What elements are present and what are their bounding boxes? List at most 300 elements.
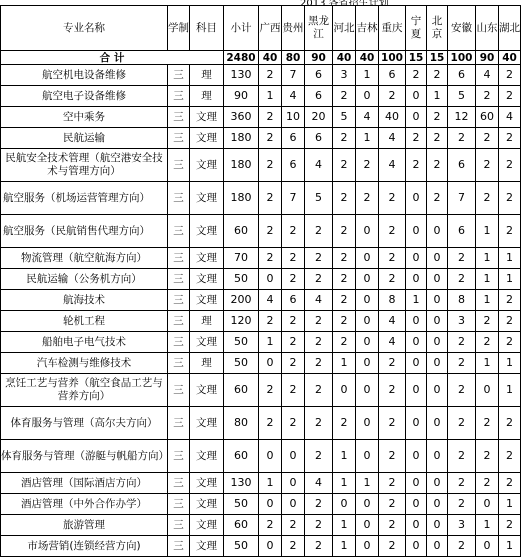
province-value: 6	[379, 65, 406, 86]
province-value: 0	[406, 86, 427, 107]
province-value: 2	[333, 182, 356, 215]
province-value: 2	[333, 311, 356, 332]
province-value: 2	[259, 149, 282, 182]
province-value: 60	[476, 107, 499, 128]
kemu-cell: 文理	[190, 248, 224, 269]
province-value: 0	[406, 494, 427, 515]
table-row	[1, 311, 521, 332]
subtotal-cell: 120	[224, 311, 259, 332]
province-value: 2	[427, 65, 448, 86]
province-value: 0	[427, 248, 448, 269]
province-value: 5	[333, 107, 356, 128]
kemu-cell: 文理	[190, 182, 224, 215]
province-value: 1	[499, 536, 521, 557]
province-value: 2	[448, 440, 476, 473]
subtotal-cell: 180	[224, 182, 259, 215]
xuezhi-cell: 三	[168, 149, 190, 182]
province-value: 0	[356, 494, 379, 515]
province-value: 2	[406, 65, 427, 86]
province-value: 2	[305, 494, 333, 515]
province-value: 2	[406, 128, 427, 149]
province-value: 20	[305, 107, 333, 128]
total-value: 90	[305, 51, 333, 65]
kemu-cell: 文理	[190, 515, 224, 536]
province-value: 2	[333, 269, 356, 290]
subtotal-cell: 50	[224, 332, 259, 353]
province-value: 2	[333, 128, 356, 149]
province-value: 2	[282, 353, 305, 374]
program-name: 物流管理（航空航海方向）	[1, 248, 168, 269]
header-province: 宁夏	[406, 6, 427, 51]
xuezhi-cell: 三	[168, 440, 190, 473]
province-value: 8	[379, 290, 406, 311]
province-value: 2	[499, 440, 521, 473]
province-value: 2	[448, 248, 476, 269]
province-value: 2	[379, 374, 406, 407]
province-value: 0	[356, 332, 379, 353]
xuezhi-cell: 三	[168, 374, 190, 407]
program-name: 轮机工程	[1, 311, 168, 332]
province-value: 2	[282, 515, 305, 536]
province-value: 4	[356, 107, 379, 128]
province-value: 0	[427, 215, 448, 248]
kemu-cell: 理	[190, 353, 224, 374]
province-value: 0	[406, 215, 427, 248]
province-value: 2	[333, 149, 356, 182]
province-value: 5	[305, 182, 333, 215]
province-value: 1	[476, 515, 499, 536]
province-value: 2	[333, 332, 356, 353]
province-value: 1	[499, 374, 521, 407]
province-value: 1	[499, 248, 521, 269]
province-value: 6	[282, 290, 305, 311]
province-value: 2	[282, 536, 305, 557]
header-province: 黑龙江	[305, 6, 333, 51]
province-value: 4	[379, 128, 406, 149]
province-value: 2	[356, 182, 379, 215]
province-value: 0	[259, 353, 282, 374]
program-name: 航空服务（机场运营管理方向）	[1, 182, 168, 215]
province-value: 0	[427, 332, 448, 353]
province-value: 2	[476, 86, 499, 107]
xuezhi-cell: 三	[168, 353, 190, 374]
province-value: 0	[356, 353, 379, 374]
table-row	[1, 494, 521, 515]
province-value: 12	[448, 107, 476, 128]
province-value: 1	[476, 248, 499, 269]
table-row	[1, 374, 521, 407]
province-value: 3	[448, 515, 476, 536]
program-name: 航空服务（民航销售代理方向）	[1, 215, 168, 248]
table-row	[1, 107, 521, 128]
province-value: 0	[282, 473, 305, 494]
total-value: 80	[282, 51, 305, 65]
province-value: 1	[476, 290, 499, 311]
province-value: 2	[427, 107, 448, 128]
xuezhi-cell: 三	[168, 248, 190, 269]
subtotal-cell: 180	[224, 149, 259, 182]
table-row	[1, 473, 521, 494]
province-value: 6	[305, 65, 333, 86]
province-value: 2	[379, 248, 406, 269]
program-name: 船舶电子电气技术	[1, 332, 168, 353]
province-value: 0	[406, 311, 427, 332]
province-value: 1	[333, 440, 356, 473]
province-value: 2	[333, 407, 356, 440]
total-value: 90	[476, 51, 499, 65]
header-province: 山东	[476, 6, 499, 51]
province-value: 2	[282, 248, 305, 269]
kemu-cell: 理	[190, 311, 224, 332]
total-value: 15	[406, 51, 427, 65]
province-value: 1	[499, 269, 521, 290]
province-value: 2	[427, 128, 448, 149]
table-row	[1, 248, 521, 269]
kemu-cell: 文理	[190, 149, 224, 182]
kemu-cell: 文理	[190, 440, 224, 473]
subtotal-cell: 60	[224, 374, 259, 407]
province-value: 0	[356, 407, 379, 440]
kemu-cell: 文理	[190, 215, 224, 248]
total-value: 40	[259, 51, 282, 65]
xuezhi-cell: 三	[168, 494, 190, 515]
province-value: 2	[356, 149, 379, 182]
province-value: 0	[427, 536, 448, 557]
total-row	[1, 51, 521, 65]
province-value: 2	[259, 182, 282, 215]
program-name: 市场营销(连锁经营方向)	[1, 536, 168, 557]
total-value: 40	[356, 51, 379, 65]
province-value: 2	[379, 269, 406, 290]
province-value: 2	[476, 149, 499, 182]
province-value: 2	[448, 536, 476, 557]
subtotal-cell: 60	[224, 215, 259, 248]
province-value: 0	[406, 536, 427, 557]
province-value: 2	[282, 374, 305, 407]
province-value: 0	[427, 269, 448, 290]
program-name: 酒店管理（国际酒店方向）	[1, 473, 168, 494]
program-name: 烹饪工艺与营养（航空食品工艺与营养方向）	[1, 374, 168, 407]
province-value: 1	[427, 86, 448, 107]
province-value: 2	[259, 515, 282, 536]
province-value: 5	[448, 86, 476, 107]
province-value: 2	[305, 536, 333, 557]
province-value: 0	[259, 536, 282, 557]
province-value: 0	[406, 248, 427, 269]
province-value: 0	[356, 374, 379, 407]
province-value: 0	[356, 290, 379, 311]
kemu-cell: 理	[190, 86, 224, 107]
province-value: 2	[259, 374, 282, 407]
province-value: 2	[448, 353, 476, 374]
province-value: 0	[406, 515, 427, 536]
province-value: 0	[406, 182, 427, 215]
province-value: 3	[333, 65, 356, 86]
province-value: 2	[499, 332, 521, 353]
total-value: 40	[333, 51, 356, 65]
province-value: 1	[499, 353, 521, 374]
program-name: 民航运输（公务机方向）	[1, 269, 168, 290]
province-value: 0	[356, 86, 379, 107]
kemu-cell: 文理	[190, 374, 224, 407]
province-value: 6	[448, 149, 476, 182]
program-name: 航空机电设备维修	[1, 65, 168, 86]
province-value: 1	[356, 473, 379, 494]
province-value: 0	[406, 269, 427, 290]
total-value: 40	[499, 51, 521, 65]
province-value: 0	[406, 107, 427, 128]
kemu-cell: 理	[190, 65, 224, 86]
table-row	[1, 290, 521, 311]
province-value: 1	[406, 290, 427, 311]
province-value: 2	[499, 215, 521, 248]
province-value: 2	[259, 128, 282, 149]
province-value: 2	[427, 182, 448, 215]
province-value: 2	[476, 473, 499, 494]
header-province: 湖北	[499, 6, 521, 51]
province-value: 2	[305, 269, 333, 290]
province-value: 4	[259, 290, 282, 311]
enrollment-plan-table	[0, 5, 521, 557]
program-name: 民航安全技术管理（航空港安全技术与管理方向）	[1, 149, 168, 182]
province-value: 2	[282, 215, 305, 248]
table-row	[1, 128, 521, 149]
province-value: 0	[356, 269, 379, 290]
program-name: 体育服务与管理（高尔夫方向）	[1, 407, 168, 440]
province-value: 2	[379, 440, 406, 473]
province-value: 2	[499, 290, 521, 311]
province-value: 2	[259, 407, 282, 440]
total-value: 15	[427, 51, 448, 65]
subtotal-cell: 60	[224, 440, 259, 473]
header-kemu: 科目	[190, 6, 224, 51]
province-value: 0	[282, 494, 305, 515]
province-value: 1	[259, 86, 282, 107]
province-value: 4	[305, 149, 333, 182]
province-value: 2	[499, 86, 521, 107]
province-value: 8	[448, 290, 476, 311]
province-value: 0	[406, 407, 427, 440]
province-value: 2	[499, 407, 521, 440]
province-value: 4	[379, 149, 406, 182]
province-value: 2	[379, 182, 406, 215]
province-value: 2	[476, 407, 499, 440]
province-value: 1	[333, 536, 356, 557]
total-value: 100	[379, 51, 406, 65]
program-name: 航空电子设备维修	[1, 86, 168, 107]
province-value: 4	[282, 86, 305, 107]
province-value: 6	[305, 128, 333, 149]
province-value: 2	[406, 149, 427, 182]
province-value: 2	[259, 65, 282, 86]
province-value: 4	[305, 473, 333, 494]
province-value: 40	[379, 107, 406, 128]
province-value: 2	[379, 215, 406, 248]
subtotal-cell: 90	[224, 86, 259, 107]
program-name: 酒店管理（中外合作办学）	[1, 494, 168, 515]
province-value: 1	[499, 494, 521, 515]
header-subtotal: 小计	[224, 6, 259, 51]
province-value: 0	[427, 515, 448, 536]
province-value: 6	[448, 65, 476, 86]
header-province: 广西	[259, 6, 282, 51]
table-row	[1, 536, 521, 557]
province-value: 2	[305, 332, 333, 353]
province-value: 0	[476, 374, 499, 407]
province-value: 0	[356, 248, 379, 269]
xuezhi-cell: 三	[168, 407, 190, 440]
province-value: 2	[379, 407, 406, 440]
subtotal-cell: 130	[224, 473, 259, 494]
province-value: 4	[305, 290, 333, 311]
xuezhi-cell: 三	[168, 290, 190, 311]
header-province: 安徽	[448, 6, 476, 51]
xuezhi-cell: 三	[168, 269, 190, 290]
kemu-cell: 文理	[190, 473, 224, 494]
xuezhi-cell: 三	[168, 536, 190, 557]
province-value: 2	[448, 374, 476, 407]
subtotal-cell: 80	[224, 407, 259, 440]
table-row	[1, 149, 521, 182]
header-province: 吉林	[356, 6, 379, 51]
province-value: 2	[499, 128, 521, 149]
table-row	[1, 269, 521, 290]
program-name: 体育服务与管理（游艇与帆船方向）	[1, 440, 168, 473]
total-label: 合 计	[1, 51, 224, 65]
table-row	[1, 86, 521, 107]
province-value: 1	[476, 215, 499, 248]
province-value: 0	[356, 515, 379, 536]
province-value: 1	[259, 332, 282, 353]
province-value: 2	[305, 374, 333, 407]
province-value: 2	[333, 248, 356, 269]
program-name: 旅游管理	[1, 515, 168, 536]
kemu-cell: 文理	[190, 128, 224, 149]
province-value: 2	[379, 536, 406, 557]
province-value: 6	[282, 128, 305, 149]
province-value: 1	[476, 353, 499, 374]
subtotal-cell: 60	[224, 515, 259, 536]
table-row	[1, 407, 521, 440]
xuezhi-cell: 三	[168, 311, 190, 332]
province-value: 2	[499, 311, 521, 332]
xuezhi-cell: 三	[168, 515, 190, 536]
province-value: 2	[448, 128, 476, 149]
subtotal-cell: 50	[224, 536, 259, 557]
province-value: 2	[259, 215, 282, 248]
province-value: 4	[476, 65, 499, 86]
province-value: 1	[333, 473, 356, 494]
province-value: 2	[448, 407, 476, 440]
header-province: 河北	[333, 6, 356, 51]
xuezhi-cell: 三	[168, 182, 190, 215]
province-value: 0	[259, 269, 282, 290]
province-value: 2	[476, 440, 499, 473]
kemu-cell: 文理	[190, 407, 224, 440]
subtotal-cell: 70	[224, 248, 259, 269]
xuezhi-cell: 三	[168, 86, 190, 107]
xuezhi-cell: 三	[168, 107, 190, 128]
province-value: 2	[259, 311, 282, 332]
province-value: 2	[305, 515, 333, 536]
province-value: 2	[305, 248, 333, 269]
province-value: 0	[406, 374, 427, 407]
province-value: 2	[476, 311, 499, 332]
table-row	[1, 332, 521, 353]
province-value: 0	[356, 536, 379, 557]
province-value: 0	[406, 353, 427, 374]
province-value: 1	[476, 269, 499, 290]
province-value: 6	[282, 149, 305, 182]
table-row	[1, 515, 521, 536]
province-value: 2	[448, 494, 476, 515]
header-province: 重庆	[379, 6, 406, 51]
province-value: 6	[305, 86, 333, 107]
province-value: 2	[282, 332, 305, 353]
province-value: 0	[427, 494, 448, 515]
province-value: 2	[305, 440, 333, 473]
province-value: 2	[379, 515, 406, 536]
province-value: 2	[379, 473, 406, 494]
subtotal-cell: 180	[224, 128, 259, 149]
province-value: 2	[448, 473, 476, 494]
program-name: 航海技术	[1, 290, 168, 311]
province-value: 7	[282, 65, 305, 86]
xuezhi-cell: 三	[168, 332, 190, 353]
province-value: 2	[305, 311, 333, 332]
province-value: 6	[448, 215, 476, 248]
province-value: 2	[282, 311, 305, 332]
kemu-cell: 文理	[190, 290, 224, 311]
header-name: 专业名称	[1, 6, 168, 51]
header-province: 贵州	[282, 6, 305, 51]
program-name: 空中乘务	[1, 107, 168, 128]
xuezhi-cell: 三	[168, 473, 190, 494]
province-value: 0	[427, 374, 448, 407]
province-value: 0	[476, 536, 499, 557]
province-value: 2	[333, 86, 356, 107]
province-value: 0	[406, 440, 427, 473]
xuezhi-cell: 三	[168, 215, 190, 248]
table-row	[1, 65, 521, 86]
kemu-cell: 文理	[190, 107, 224, 128]
province-value: 4	[379, 311, 406, 332]
subtotal-cell: 360	[224, 107, 259, 128]
kemu-cell: 文理	[190, 494, 224, 515]
province-value: 0	[427, 440, 448, 473]
province-value: 1	[333, 515, 356, 536]
kemu-cell: 文理	[190, 536, 224, 557]
province-value: 2	[305, 353, 333, 374]
table-row	[1, 182, 521, 215]
subtotal-cell: 50	[224, 269, 259, 290]
province-value: 0	[476, 494, 499, 515]
province-value: 2	[305, 215, 333, 248]
province-value: 10	[282, 107, 305, 128]
province-value: 2	[333, 215, 356, 248]
province-value: 0	[427, 311, 448, 332]
province-value: 2	[427, 149, 448, 182]
province-value: 2	[282, 269, 305, 290]
table-row	[1, 440, 521, 473]
province-value: 0	[406, 332, 427, 353]
total-subtotal: 2480	[224, 51, 259, 65]
province-value: 0	[333, 494, 356, 515]
province-value: 2	[282, 407, 305, 440]
province-value: 2	[379, 353, 406, 374]
province-value: 0	[333, 374, 356, 407]
program-name: 汽车检测与维修技术	[1, 353, 168, 374]
